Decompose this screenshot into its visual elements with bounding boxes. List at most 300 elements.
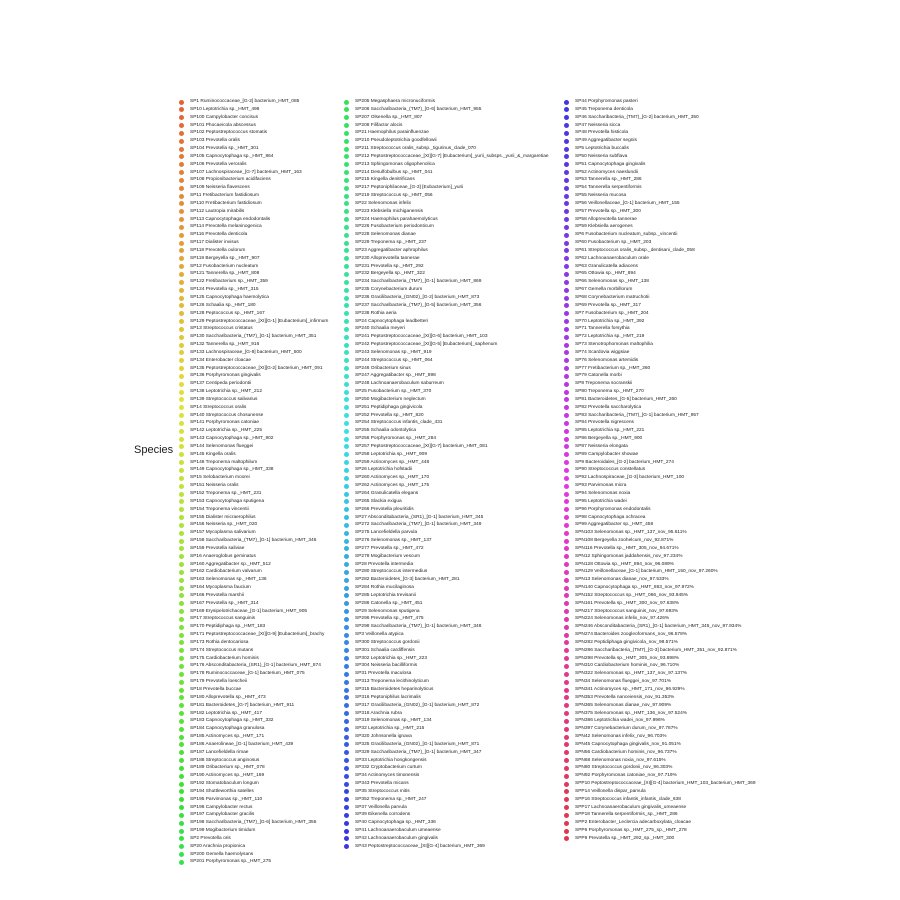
legend-marker <box>344 374 349 379</box>
legend-label: SP182 Leptotrichia sp._HMT_417 <box>190 710 262 716</box>
legend-marker <box>344 241 349 246</box>
legend-label: SP228 Selenomonas dianae <box>355 232 416 238</box>
legend-marker <box>179 609 184 614</box>
legend-label: SP197 Campylobacter gracilis <box>190 812 255 818</box>
legend-label: SP170 Peptidiphaga sp._HMT_183 <box>190 624 266 630</box>
legend-label: SPN310 Cardiobacterium hominis_nov_96.710% <box>575 663 680 669</box>
legend-label: SP200 Gemella haemolysans <box>190 851 254 857</box>
legend-marker <box>344 782 349 787</box>
legend-label: SP213 Sphingomonas oligophenolica <box>355 161 435 167</box>
legend-label: SP132 Tannerella sp._HMT_916 <box>190 342 260 348</box>
legend-label: SP87 Neisseria elongata <box>575 443 628 449</box>
legend-marker <box>564 256 569 261</box>
legend-marker <box>179 648 184 653</box>
legend-marker <box>344 170 349 175</box>
legend-label: SP144 Selenomonas flueggei <box>190 443 254 449</box>
legend-label: SP62 Lachnoanaerobaculum orale <box>575 255 649 261</box>
legend-label: SP319 Selenomonas sp._HMT_134 <box>355 718 432 724</box>
legend-label: SP92 Lachnospiraceae_[G-3] bacterium_HMT_100 <box>575 475 685 481</box>
legend-marker <box>179 617 184 622</box>
legend-label: SP66 Selenomonas sp._HMT_138 <box>575 279 649 285</box>
legend-label: SP86 Bergeyella sp._HMT_900 <box>575 436 643 442</box>
legend-marker <box>564 695 569 700</box>
legend-marker <box>344 499 349 504</box>
legend-marker <box>344 515 349 520</box>
legend-label: SPN298 Prevotella sp._HMT_305_nov_93.898% <box>575 655 679 661</box>
legend-marker <box>179 248 184 253</box>
legend-marker <box>564 288 569 293</box>
legend-marker <box>344 758 349 763</box>
legend-marker <box>564 719 569 724</box>
legend-label: SP11 Fretibacterium fastidiosum <box>190 193 259 199</box>
legend-label: SPP10 Peptostreptococcaceae_[XI][G-4] bacterium_HMT_103_bacterium_HMT_369 <box>575 781 756 787</box>
legend-marker <box>344 311 349 316</box>
legend-label: SP8 Treponema socranskii <box>575 381 633 387</box>
legend-marker <box>344 186 349 191</box>
legend-marker <box>179 727 184 732</box>
legend-label: SP29 Selenomonas sputigena <box>355 608 420 614</box>
legend-label: SP265 Slackia exigua <box>355 498 402 504</box>
legend-marker <box>344 750 349 755</box>
legend-label: SP113 Capnocytophaga endodontalis <box>190 216 271 222</box>
legend-label: SP89 Campylobacter showae <box>575 451 639 457</box>
legend-marker <box>344 735 349 740</box>
legend-label: SP85 Leptotrichia sp._HMT_221 <box>575 428 645 434</box>
legend-marker <box>344 154 349 159</box>
legend-marker <box>344 774 349 779</box>
legend-marker <box>179 742 184 747</box>
legend-label: SP145 Kingella oralis <box>190 451 236 457</box>
legend-label: SPN246 Absconditabacteria_(SR1)_[G-1] bacterium_HMT_345_nov_97.934% <box>575 624 742 630</box>
legend-marker <box>564 154 569 159</box>
legend-label: SPN322 Selenomonas sp._HMT_137_nov_97.137% <box>575 671 688 677</box>
legend-marker <box>179 366 184 371</box>
legend-marker <box>344 813 349 818</box>
legend-label: SP226 Fusobacterium periodonticum <box>355 224 434 230</box>
legend-label: SP352 Treponema sp._HMT_247 <box>355 796 427 802</box>
legend-marker <box>564 797 569 802</box>
legend-label: SP118 Prevotella oulorum <box>190 247 246 253</box>
legend-label: SP21 Haemophilus parainfluenzae <box>355 130 429 136</box>
legend-label: SPN80 Streptococcus gordonii_nov_96.303% <box>575 765 673 771</box>
legend-marker <box>344 836 349 841</box>
legend-marker <box>564 233 569 238</box>
legend-marker <box>344 460 349 465</box>
legend-label: SP329 Saccharibacteria_(TM7)_[G-1] bacterium_HMT_347 <box>355 749 482 755</box>
legend-marker <box>179 421 184 426</box>
legend-marker <box>344 248 349 253</box>
legend-label: SP5 Leptotrichia buccalis <box>575 146 629 152</box>
legend-label: SPN128 Ottowia sp._HMT_894_nov_96.089% <box>575 561 674 567</box>
legend-label: SP110 Fretibacterium fastidiosum <box>190 200 262 206</box>
legend-label: SP262 Actinomyces sp._HMT_175 <box>355 483 430 489</box>
legend-marker <box>344 507 349 512</box>
legend-marker <box>564 507 569 512</box>
legend-label: SP81 Bacteroidetes_[G-5] bacterium_HMT_260 <box>575 396 677 402</box>
legend-marker <box>179 233 184 238</box>
legend-label: SP135 Peptostreptococcaceae_[XI][G-2] bacterium_HMT_091 <box>190 365 323 371</box>
legend-label: SP255 Schaalia odontolytica <box>355 428 417 434</box>
legend-marker <box>564 147 569 152</box>
legend-marker <box>344 139 349 144</box>
legend-marker <box>564 742 569 747</box>
legend-marker <box>344 586 349 591</box>
legend-marker <box>564 327 569 332</box>
legend-marker <box>344 664 349 669</box>
legend-label: SP301 Schaalia cardiffensis <box>355 647 415 653</box>
legend-label: SP229 Treponema sp._HMT_237 <box>355 240 427 246</box>
legend-label: SP99 Aggregatibacter sp._HMT_458 <box>575 522 654 528</box>
legend-marker <box>179 570 184 575</box>
legend-label: SPN42 Selenomonas infelix_nov_96.703% <box>575 734 667 740</box>
legend-marker <box>564 664 569 669</box>
legend-label: SPN129 Veillonellaceae_[G-1] bacterium_HMT_150_nov_97.260% <box>575 569 718 575</box>
legend-label: SP277 Prevotella sp._HMT_472 <box>355 545 424 551</box>
legend-marker <box>344 672 349 677</box>
legend-marker <box>564 468 569 473</box>
legend-label: SP154 Treponema vincentii <box>190 506 249 512</box>
legend-label: SP33 Leptotrichia hongkongensis <box>355 757 427 763</box>
legend-label: SP45 Treponema denticola <box>575 106 633 112</box>
legend-label: SPN56 Cardiobacterium hominis_nov_96.737% <box>575 749 677 755</box>
legend-marker <box>564 523 569 528</box>
legend-label: SP23 Aggregatibacter aphrophilus <box>355 247 428 253</box>
legend-marker <box>344 264 349 269</box>
legend-marker <box>344 178 349 183</box>
legend-label: SP173 Rothia dentocariosa <box>190 639 249 645</box>
legend-label: SP12 Fusobacterium nucleatum <box>190 263 259 269</box>
legend-marker <box>344 531 349 536</box>
legend-label: SP195 Parvimonas sp._HMT_110 <box>190 796 263 802</box>
legend-label: SP162 Cardiobacterium valvarum <box>190 569 262 575</box>
legend-marker <box>344 201 349 206</box>
legend-label: SP104 Prevotella sp._HMT_301 <box>190 146 259 152</box>
legend-label: SP50 Neisseria subflava <box>575 153 628 159</box>
legend-marker <box>564 499 569 504</box>
legend-marker <box>564 836 569 841</box>
legend-label: SP320 Johnsonella ignava <box>355 734 412 740</box>
legend-marker <box>179 452 184 457</box>
legend-marker <box>344 115 349 120</box>
legend-label: SP124 Prevotella sp._HMT_315 <box>190 287 259 293</box>
legend-label: SP343 Prevotella micans <box>355 781 409 787</box>
legend-label: SP52 Actinomyces naeslundii <box>575 169 638 175</box>
legend-marker <box>344 131 349 136</box>
legend-marker <box>344 350 349 355</box>
legend-label: SP151 Neisseria oralis <box>190 483 239 489</box>
legend-label: SP101 Phocaeicola abscessus <box>190 122 256 128</box>
legend-label: SPP6 Porphyromonas sp._HMT_275_sp._HMT_278 <box>575 828 687 834</box>
legend-label: SP180 Alloprevotella sp._HMT_473 <box>190 694 266 700</box>
legend-marker <box>179 115 184 120</box>
legend-label: SP47 Neisseria sicca <box>575 122 621 128</box>
legend-marker <box>564 272 569 277</box>
legend-marker <box>344 429 349 434</box>
legend-label: SPN217 Streptococcus sanguinis_nov_97.693% <box>575 608 679 614</box>
legend-label: SP259 Actinomyces sp._HMT_448 <box>355 459 430 465</box>
legend-label: SP141 Porphyromonas catoniae <box>190 420 260 426</box>
legend-label: SP24 Capnocytophaga leadbetteri <box>355 318 429 324</box>
legend-marker <box>564 311 569 316</box>
legend-marker <box>179 460 184 465</box>
legend-label: SP1 Ruminococcaceae_[G-2] bacterium_HMT_085 <box>190 99 300 104</box>
legend-marker <box>344 570 349 575</box>
legend-label: SP217 Peptoniphilaceae_[G-3] [Eubacterium]_yurii <box>355 185 464 191</box>
legend-marker <box>344 601 349 606</box>
legend-label: SP318 Arachnia rubra <box>355 710 402 716</box>
legend-label: SP133 Lachnospiraceae_[G-8] bacterium_HMT_500 <box>190 349 302 355</box>
legend-label: SP6 Fusobacterium nucleatum_subsp._vincentii <box>575 232 678 238</box>
legend-marker <box>564 343 569 348</box>
legend-label: SP194 Shuttleworthia satelles <box>190 788 254 794</box>
legend-marker <box>179 821 184 826</box>
legend-marker <box>344 288 349 293</box>
legend-marker <box>179 774 184 779</box>
legend-marker <box>179 750 184 755</box>
legend-marker <box>344 327 349 332</box>
legend-label: SP243 Selenomonas sp._HMT_919 <box>355 349 432 355</box>
legend-label: SP116 Prevotella denticola <box>190 232 248 238</box>
legend-marker <box>564 813 569 818</box>
legend-label: SP313 Treponema lecithinolyticum <box>355 679 429 685</box>
legend-marker <box>344 358 349 363</box>
legend-marker <box>564 178 569 183</box>
legend-label: SP44 Porphyromonas pasteri <box>575 99 638 104</box>
legend-marker <box>179 593 184 598</box>
legend-marker <box>564 609 569 614</box>
legend-marker <box>564 625 569 630</box>
legend-label: SP167 Prevotella sp._HMT_314 <box>190 600 259 606</box>
legend-label: SP304 Neisseria bacilliformis <box>355 663 418 669</box>
legend-marker <box>564 397 569 402</box>
legend-marker <box>344 562 349 567</box>
legend-label: SP219 Streptococcus sp._HMT_056 <box>355 193 433 199</box>
legend-marker <box>344 382 349 387</box>
legend-marker <box>179 186 184 191</box>
legend-marker <box>344 742 349 747</box>
legend-label: SPN161 Prevotella sp._HMT_300_nov_97.638% <box>575 600 679 606</box>
legend-marker <box>344 821 349 826</box>
legend-marker <box>564 123 569 128</box>
legend-marker <box>564 789 569 794</box>
legend-marker <box>564 758 569 763</box>
legend-marker <box>179 209 184 214</box>
legend-label: SP316 Peptoniphilus lacrimalis <box>355 694 421 700</box>
legend-label: SP189 Oribacterium sp._HMT_078 <box>190 765 265 771</box>
legend-marker <box>179 303 184 308</box>
legend-label: SP7 Fusobacterium sp._HMT_204 <box>575 310 649 316</box>
legend-label: SP79 Catonella morbi <box>575 373 622 379</box>
legend-label: SP18 Prevotella buccae <box>190 687 242 692</box>
legend-label: SP137 Centipeda periodontii <box>190 381 252 387</box>
legend-marker <box>344 727 349 732</box>
legend-label: SP121 Tannerella sp._HMT_808 <box>190 271 260 277</box>
legend-marker <box>564 225 569 230</box>
legend-marker <box>564 570 569 575</box>
legend-label: SPN12 Sphingomonas jaddahensis_nov_97.234% <box>575 553 683 559</box>
legend-marker <box>564 358 569 363</box>
legend-marker <box>564 617 569 622</box>
legend-marker <box>344 546 349 551</box>
legend-label: SP251 Peptidiphaga gingivicola <box>355 404 423 410</box>
legend-label: SP254 Streptococcus infantis_clade_431 <box>355 420 443 426</box>
legend-marker <box>179 640 184 645</box>
legend-label: SP69 Prevotella sp._HMT_317 <box>575 302 641 308</box>
legend-marker <box>179 178 184 183</box>
legend-label: SP152 Treponema sp._HMT_231 <box>190 491 262 496</box>
legend-marker <box>564 264 569 269</box>
legend-label: SP95 Leptotrichia wadei <box>575 498 627 504</box>
legend-marker <box>564 601 569 606</box>
legend-marker <box>564 350 569 355</box>
legend-label: SP231 Prevotella sp._HMT_292 <box>355 263 424 269</box>
legend-label: SPN45 Capnocytophaga gingivalis_nov_91.051% <box>575 741 681 747</box>
legend-marker <box>179 680 184 685</box>
legend-label: SP68 Corynebacterium matruchotii <box>575 295 650 300</box>
legend-marker <box>344 280 349 285</box>
legend-marker <box>564 170 569 175</box>
legend-marker <box>344 162 349 167</box>
legend-marker <box>344 256 349 261</box>
legend-marker <box>179 836 184 841</box>
legend-label: SP94 Selenomonas noxia <box>575 491 631 496</box>
legend-label: SP77 Fretibacterium sp._HMT_360 <box>575 365 651 371</box>
legend-label: SPN386 Leptotrichia wadei_nov_97.996% <box>575 718 665 724</box>
legend-marker <box>179 107 184 112</box>
legend-marker <box>564 680 569 685</box>
legend-label: SPP17 Lachnoanaerobaculum gingivalis_umeaense <box>575 804 687 810</box>
legend-label: SP210 Pseudoleptotrichia goodfellowii <box>355 138 437 144</box>
legend-marker <box>179 272 184 277</box>
legend-label: SP136 Porphyromonas gingivalis <box>190 373 261 379</box>
legend-marker <box>564 539 569 544</box>
legend-label: SP278 Mogibacterium vescum <box>355 553 421 559</box>
legend-marker <box>344 633 349 638</box>
legend-label: SP82 Prevotella saccharolytica <box>575 404 642 410</box>
legend-marker <box>564 805 569 810</box>
legend-label: SP188 Streptococcus anginosus <box>190 757 260 763</box>
legend-marker <box>564 484 569 489</box>
legend-marker <box>179 147 184 152</box>
legend-label: SP171 Peptostreptococcaceae_[XI][G-9] [Eubacterium]_brachy <box>190 632 325 638</box>
legend-marker <box>344 789 349 794</box>
legend-label: SP159 Prevotella saliviae <box>190 545 245 551</box>
legend-marker <box>179 539 184 544</box>
legend-label: SP43 Peptostreptococcaceae_[XI][G-4] bacterium_HMT_369 <box>355 843 485 849</box>
legend-label: SP280 Streptococcus intermedius <box>355 569 428 575</box>
legend-marker <box>564 578 569 583</box>
legend-label: SP80 Treponema sp._HMT_270 <box>575 389 644 395</box>
legend-marker <box>179 437 184 442</box>
legend-label: SP215 Kingella denitrificans <box>355 177 415 183</box>
legend-label: SP39 Eikenella corrodens <box>355 812 411 818</box>
legend-label: SP164 Mycoplasma faucium <box>190 585 251 591</box>
legend-label: SP140 Streptococcus chosunense <box>190 412 264 418</box>
legend-label: SP282 Bacteroidetes_[G-3] bacterium_HMT_281 <box>355 577 460 583</box>
legend-label: SP156 Neisseria sp._HMT_020 <box>190 522 258 528</box>
legend-label: SP22 Selenomonas infelix <box>355 200 411 206</box>
legend-label: SP108 Propionibacterium acidifaciens <box>190 177 271 183</box>
legend-marker <box>179 656 184 661</box>
legend-marker <box>344 303 349 308</box>
legend-label: SP266 Prevotella pleuritidis <box>355 506 414 512</box>
legend-marker <box>179 531 184 536</box>
legend-marker <box>344 100 349 105</box>
legend-marker <box>564 766 569 771</box>
legend-marker <box>344 209 349 214</box>
legend-marker <box>564 476 569 481</box>
legend-marker <box>564 452 569 457</box>
legend-marker <box>564 186 569 191</box>
legend-label: SP112 Lautropia mirabilis <box>190 208 245 214</box>
legend-label: SP122 Fretibacterium sp._HMT_359 <box>190 279 268 285</box>
legend-label: SP57 Prevotella sp._HMT_300 <box>575 208 641 214</box>
legend-marker <box>344 452 349 457</box>
legend-label: SPN282 Peptidiphaga gingivicola_nov_98.571% <box>575 639 678 645</box>
legend-label: SP106 Prevotella veroralis <box>190 161 247 167</box>
legend-marker <box>344 421 349 426</box>
legend-label: SP234 Saccharibacteria_(TM7)_[G-1] bacterium_HMT_869 <box>355 279 482 285</box>
legend-label: SP185 Actinomyces sp._HMT_171 <box>190 734 265 740</box>
legend-label: SP10 Leptotrichia sp._HMT_498 <box>190 106 260 112</box>
legend-label: SP13 Streptococcus cristatus <box>190 326 253 332</box>
legend-label: SP129 Peptostreptococcaceae_[XI][G-1] [Eubacterium]_infirmum <box>190 318 329 324</box>
legend-marker <box>564 703 569 708</box>
legend-marker <box>344 695 349 700</box>
legend-label: SP257 Peptostreptococcaceae_[XI][G-7] bacterium_HMT_081 <box>355 443 488 449</box>
legend-label: SP26 Leptotrichia hofstadii <box>355 467 413 473</box>
legend-marker <box>564 382 569 387</box>
legend-marker <box>344 711 349 716</box>
legend-label: SPN116 Prevotella sp._HMT_305_nov_94.671% <box>575 545 679 551</box>
legend-marker <box>564 421 569 426</box>
legend-marker <box>564 460 569 465</box>
legend-marker <box>564 429 569 434</box>
legend-label: SP235 Corynebacterium durum <box>355 287 423 293</box>
legend-label: SP179 Prevotella loescheii <box>190 679 248 685</box>
legend-marker <box>179 829 184 834</box>
legend-label: SP248 Lachnoanaerobaculum saburreum <box>355 381 444 387</box>
legend-marker <box>179 139 184 144</box>
legend-label: SP252 Prevotella sp._HMT_820 <box>355 412 424 418</box>
legend-marker <box>564 217 569 222</box>
legend-marker <box>564 115 569 120</box>
legend-marker <box>344 609 349 614</box>
legend-marker <box>344 625 349 630</box>
legend-label: SP211 Streptococcus oralis_subsp._tigurinus_clade_070 <box>355 146 476 152</box>
legend-marker <box>179 241 184 246</box>
legend-marker <box>179 507 184 512</box>
legend-marker <box>344 405 349 410</box>
legend-label: SP60 Fusobacterium sp._HMT_203 <box>575 240 652 246</box>
legend-marker <box>179 264 184 269</box>
legend-marker <box>564 711 569 716</box>
legend-label: SP109 Neisseria flavescens <box>190 185 250 191</box>
legend-marker <box>344 484 349 489</box>
legend-label: SP236 Gracilibacteria_(GN02)_[G-2] bacterium_HMT_873 <box>355 295 480 300</box>
legend-marker <box>564 335 569 340</box>
legend-label: SP83 Saccharibacteria_(TM7)_[G-1] bacterium_HMT_957 <box>575 412 699 418</box>
legend-marker <box>344 397 349 402</box>
legend-marker <box>564 554 569 559</box>
legend-label: SP58 Alloprevotella tannerae <box>575 216 637 222</box>
legend-marker <box>179 311 184 316</box>
legend-marker <box>179 201 184 206</box>
legend-label: SP31 Prevotella maculosa <box>355 671 412 677</box>
legend-label: SP178 Ruminococcaceae_[G-1] bacterium_HMT_075 <box>190 671 305 677</box>
legend-label: SP103 Prevotella oralis <box>190 138 240 144</box>
legend-label: SP176 Absconditabacteria_(SR1)_[G-1] bacterium_HMT_874 <box>190 663 321 669</box>
